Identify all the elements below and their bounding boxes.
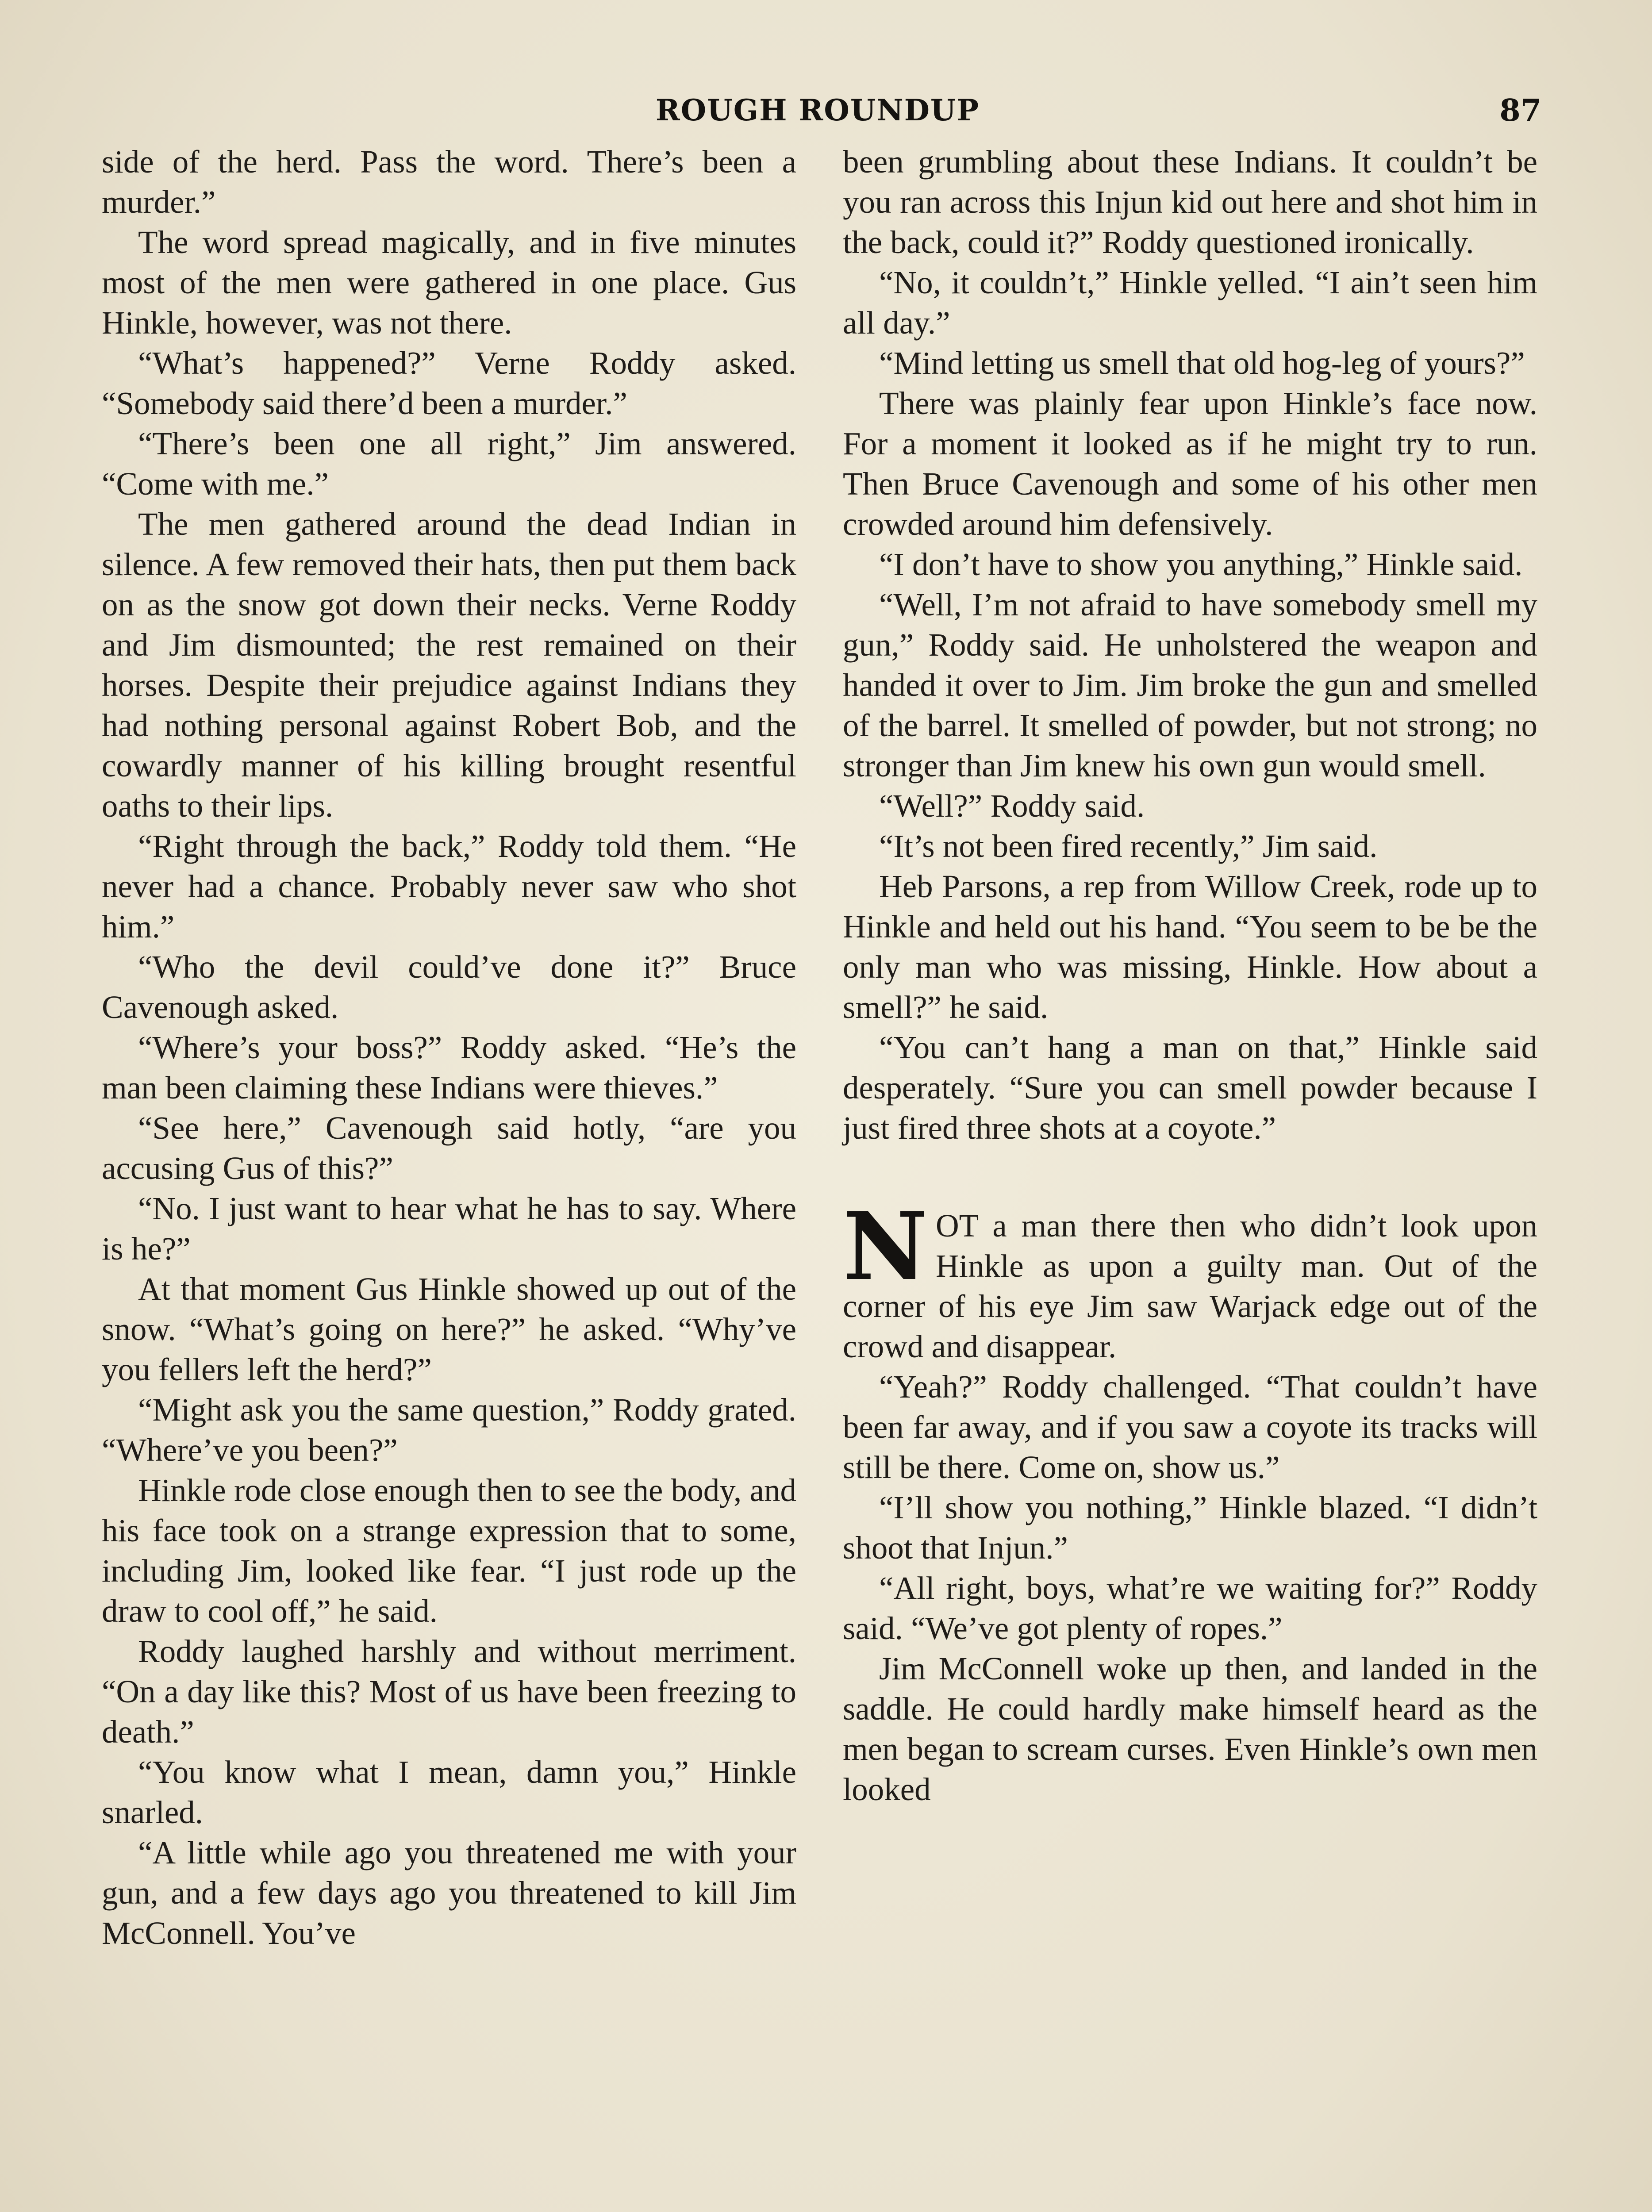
paragraph: There was plainly fear upon Hinkle’s face now. For a moment it looked as if he might try to run. Then Bruce Cavenough and some of his other men crowded around him defensively. <box>843 385 1537 542</box>
drop-cap: N <box>843 1192 928 1301</box>
paragraph: “You know what I mean, damn you,” Hinkle snarled. <box>102 1754 796 1830</box>
paragraph: Hinkle rode close enough then to see the body, and his face took on a strange expression that to some, including Jim, looked like fear. “I just rode up the draw to cool off,” he said. <box>102 1472 796 1629</box>
paragraph: Jim McConnell woke up then, and landed in the saddle. He could hardly make himself heard as the men began to scream curses. Even Hinkle’s own men looked <box>843 1651 1537 1807</box>
paragraph: “Right through the back,” Roddy told them. “He never had a chance. Probably never saw who shot him.” <box>102 828 796 945</box>
paragraph: “Who the devil could’ve done it?” Bruce Cavenough asked. <box>102 949 796 1025</box>
dropcap-paragraph-text: OT a man there then who didn’t look upon Hinkle as upon a guilty man. Out of the corner of his eye Jim saw Warjack edge out of the crowd and disappear. <box>843 1208 1537 1364</box>
section-break <box>843 1148 1537 1206</box>
right-column <box>843 142 1537 1809</box>
paragraph: The word spread magically, and in five minutes most of the men were gathered in one place. Gus Hinkle, however, was not there. <box>102 224 796 341</box>
paragraph: “See here,” Cavenough said hotly, “are you accusing Gus of this?” <box>102 1110 796 1186</box>
paragraph: “I’ll show you nothing,” Hinkle blazed. “I didn’t shoot that Injun.” <box>843 1490 1537 1566</box>
paragraph: At that moment Gus Hinkle showed up out of the snow. “What’s going on here?” he asked. “Why’ve you fellers left the herd?” <box>102 1271 796 1387</box>
paragraph: “Yeah?” Roddy challenged. “That couldn’t have been far away, and if you saw a coyote its tracks will still be there. Come on, show us.” <box>843 1369 1537 1485</box>
paragraph: “Mind letting us smell that old hog-leg of yours?” <box>879 345 1525 381</box>
paragraph: “No. I just want to hear what he has to say. Where is he?” <box>102 1190 796 1267</box>
paragraph: “Well, I’m not afraid to have somebody smell my gun,” Roddy said. He unholstered the weapon and handed it over to Jim. Jim broke the gun and smelled of the barrel. It smelled of powder, but not strong; no stronger than Jim knew his own gun would smell. <box>843 587 1537 783</box>
paragraph: “No, it couldn’t,” Hinkle yelled. “I ain’t seen him all day.” <box>843 265 1537 341</box>
paragraph: “A little while ago you threatened me with your gun, and a few days ago you threatened to kill Jim McConnell. You’ve <box>102 1835 796 1951</box>
paragraph: “Might ask you the same question,” Roddy grated. “Where’ve you been?” <box>102 1392 796 1468</box>
paragraph: side of the herd. Pass the word. There’s been a murder.” <box>102 144 796 220</box>
paragraph: Roddy laughed harshly and without merriment. “On a day like this? Most of us have been freezing to death.” <box>102 1633 796 1750</box>
paragraph: “It’s not been fired recently,” Jim said. <box>879 828 1378 864</box>
dropcap-paragraph <box>843 1192 1537 1367</box>
paragraph: been grumbling about these Indians. It couldn’t be you ran across this Injun kid out here and shot him in the back, could it?” Roddy questioned ironically. <box>843 144 1537 260</box>
paragraph: “I don’t have to show you anything,” Hinkle said. <box>879 546 1523 582</box>
page-header <box>0 93 1652 133</box>
paragraph: “You can’t hang a man on that,” Hinkle said desperately. “Sure you can smell powder because I just fired three shots at a coyote.” <box>843 1029 1537 1146</box>
left-column <box>102 142 796 1953</box>
paragraph: “What’s happened?” Verne Roddy asked. “Somebody said there’d been a murder.” <box>102 345 796 421</box>
paragraph: Heb Parsons, a rep from Willow Creek, rode up to Hinkle and held out his hand. “You seem to be be the only man who was missing, Hinkle. How about a smell?” he said. <box>843 868 1537 1025</box>
paragraph: “Well?” Roddy said. <box>879 788 1145 824</box>
page-number: 87 <box>1499 93 1541 128</box>
paragraph: “All right, boys, what’re we waiting for?” Roddy said. “We’ve got plenty of ropes.” <box>843 1570 1537 1646</box>
paragraph: “There’s been one all right,” Jim answered. “Come with me.” <box>102 426 796 502</box>
paragraph: “Where’s your boss?” Roddy asked. “He’s the man been claiming these Indians were thieves.” <box>102 1029 796 1106</box>
paragraph: The men gathered around the dead Indian in silence. A few removed their hats, then put them back on as the snow got down their necks. Verne Roddy and Jim dismounted; the rest remained on their horses. Despite their prejudice against Indians they had nothing personal against Robert Bob, and the cowardly manner of his killing brought resentful oaths to their lips. <box>102 506 796 824</box>
running-title: ROUGH ROUNDUP <box>655 93 980 127</box>
